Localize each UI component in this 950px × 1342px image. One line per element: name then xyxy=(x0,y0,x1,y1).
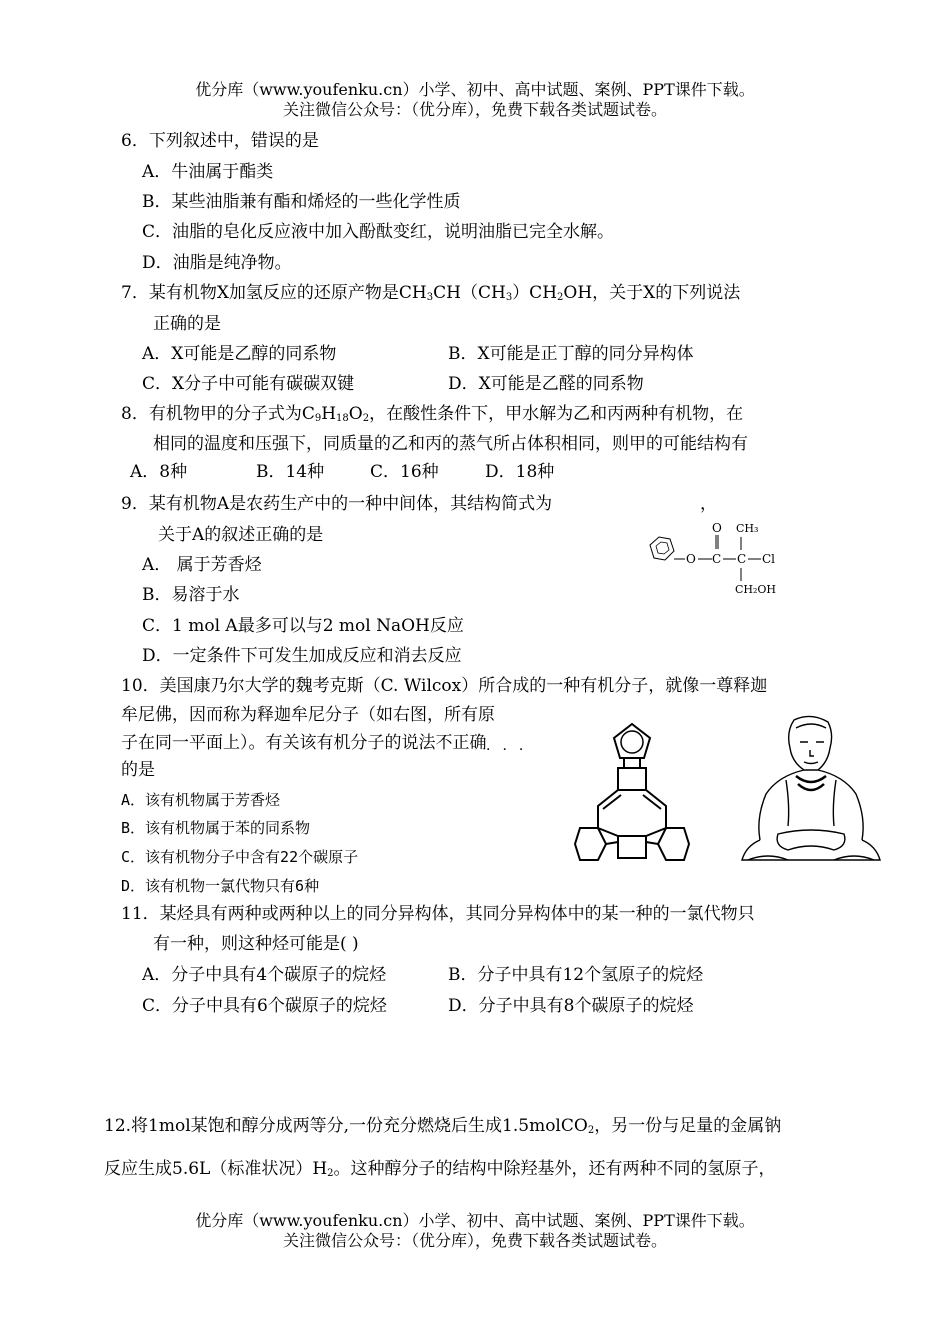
q9-struct-cl: Cl xyxy=(762,552,776,566)
footer-line-1: 优分库（www.youfenku.cn）小学、初中、高中试题、案例、PPT课件下载。 xyxy=(195,1211,755,1230)
q8-option-b: B．14种 xyxy=(256,462,325,482)
q6-option-b: B．某些油脂兼有酯和烯烃的一些化学性质 xyxy=(142,192,461,212)
q10-option-b: B．该有机物属于苯的同系物 xyxy=(121,819,311,837)
emphasis-dots: ··· xyxy=(486,742,536,758)
q12-line-1: 12.将1mol某饱和醇分成两等分,一份充分燃烧后生成1.5molCO$_2$，另一份与足量的金属钠 xyxy=(104,1116,782,1136)
q9-struct-ch3: CH₃ xyxy=(736,522,759,535)
q6-option-c: C．油脂的皂化反应液中加入酚酞变红，说明油脂已完全水解。 xyxy=(142,222,615,242)
q10-option-d: D．该有机物一氯代物只有6种 xyxy=(121,877,320,895)
q10-option-a: A．该有机物属于芳香烃 xyxy=(121,791,281,809)
q12-line-2: 反应生成5.6L（标准状况）$H_2$。这种醇分子的结构中除羟基外，还有两种不同的氢原子， xyxy=(104,1159,776,1179)
q9-stem-2: 关于A的叙述正确的是 xyxy=(158,525,324,545)
q8-stem: 8．有机物甲的分子式为$C_9H_{18}O_2$，在酸性条件下，甲水解为乙和丙两种有机物，在 xyxy=(121,404,744,424)
q11-option-a: A．分子中具有4个碳原子的烷烃 xyxy=(142,965,387,985)
q11-option-c: C．分子中具有6个碳原子的烷烃 xyxy=(142,996,387,1016)
q10-line-1: 10．美国康乃尔大学的魏考克斯（C. Wilcox）所合成的一种有机分子，就像一尊释迦 xyxy=(121,676,768,696)
q11-stem: 11．某烃具有两种或两种以上的同分异构体，其同分异构体中的某一种的一氯代物只 xyxy=(121,904,755,924)
q9-struct-c2: C xyxy=(737,552,747,566)
q10-option-c: C．该有机物分子中含有22个碳原子 xyxy=(121,848,359,866)
q8-option-c: C．16种 xyxy=(370,462,439,482)
q10-molecule-figure xyxy=(572,718,692,866)
q9-stem-comma: ， xyxy=(700,494,717,514)
q7-option-b: B．X可能是正丁醇的同分异构体 xyxy=(448,344,694,364)
q9-option-c: C．1 mol A最多可以与2 mol NaOH反应 xyxy=(142,616,464,636)
q8-option-a: A．8种 xyxy=(130,462,188,482)
q9-option-a: A． 属于芳香烃 xyxy=(142,555,262,575)
q7-stem: 7．某有机物X加氢反应的还原产物是$CH_3CH(CH_3)CH_2OH$，关于X的下列说法 xyxy=(121,283,741,303)
q9-struct-ch2oh: CH₂OH xyxy=(735,583,777,596)
q7-stem-2: 正确的是 xyxy=(153,314,221,334)
footer-line-2: 关注微信公众号：（优分库），免费下载各类试题试卷。 xyxy=(282,1231,667,1250)
header-line-1: 优分库（www.youfenku.cn）小学、初中、高中试题、案例、PPT课件下载。 xyxy=(195,80,755,99)
q11-stem-2: 有一种，则这种烃可能是( ) xyxy=(153,934,359,954)
q9-option-b: B．易溶于水 xyxy=(142,585,240,605)
q11-option-d: D．分子中具有8个碳原子的烷烃 xyxy=(448,996,694,1016)
q9-struct-o-link: O xyxy=(686,552,696,566)
q9-option-d: D．一定条件下可发生加成反应和消去反应 xyxy=(142,646,462,666)
q9-struct-c1: C xyxy=(712,552,722,566)
q11-option-b: B．分子中具有12个氢原子的烷烃 xyxy=(448,965,704,985)
q9-struct-o-top: O xyxy=(712,521,722,535)
q6-option-a: A．牛油属于酯类 xyxy=(142,162,274,182)
q6-stem: 6．下列叙述中，错误的是 xyxy=(121,131,319,151)
q9-stem: 9．某有机物A是农药生产中的一种中间体，其结构简式为 xyxy=(121,494,553,514)
q10-line-4: 的是 xyxy=(121,760,155,780)
q7-option-a: A．X可能是乙醇的同系物 xyxy=(142,344,337,364)
q8-stem-2: 相同的温度和压强下，同质量的乙和丙的蒸气所占体积相同，则甲的可能结构有 xyxy=(153,434,748,454)
q7-option-d: D．X可能是乙醛的同系物 xyxy=(448,374,644,394)
q8-option-d: D．18种 xyxy=(485,462,555,482)
buddha-illustration xyxy=(738,714,884,866)
header-line-2: 关注微信公众号：（优分库），免费下载各类试题试卷。 xyxy=(282,100,667,119)
q10-line-3: 子在同一平面上）。有关该有机分子的说法不正确 xyxy=(121,733,487,753)
q10-line-2: 牟尼佛，因而称为释迦牟尼分子（如右图，所有原 xyxy=(121,705,495,725)
q9-structure-figure xyxy=(640,518,800,600)
q6-option-d: D．油脂是纯净物。 xyxy=(142,253,292,273)
q7-option-c: C．X分子中可能有碳碳双键 xyxy=(142,374,355,394)
